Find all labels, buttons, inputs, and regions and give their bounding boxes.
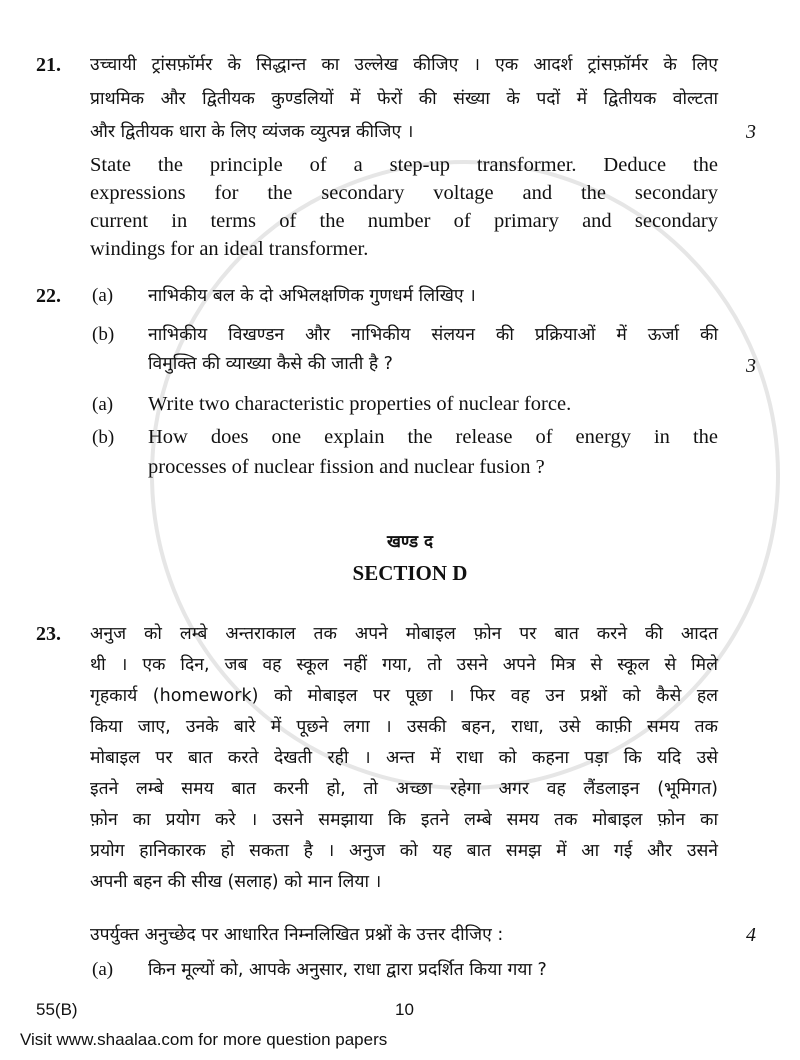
part-label: (a) [92, 285, 114, 306]
part-label: (b) [92, 324, 115, 345]
question-number: 21. [36, 54, 61, 76]
q21-hindi-line: उच्चायी ट्रांसफ़ॉर्मर के सिद्धान्त का उल्लेख कीजिए । एक आदर्श ट्रांसफ़ॉर्मर के लिए [90, 55, 718, 75]
q22-line: नाभिकीय विखण्डन और नाभिकीय संलयन की प्रक्रियाओं में ऊर्जा की [148, 325, 718, 345]
q22-line: processes of nuclear fission and nuclear fusion ? [148, 456, 545, 478]
marks: 3 [746, 121, 756, 143]
paper-code: 55(B) [36, 1000, 78, 1019]
q21-english-line: windings for an ideal transformer. [90, 238, 369, 260]
part-label: (a) [92, 959, 114, 980]
q23-line: थी । एक दिन, जब वह स्कूल नहीं गया, तो उसने अपने मित्र से स्कूल से मिले [90, 655, 718, 675]
q23-line: अनुज को लम्बे अन्तराकाल तक अपने मोबाइल फ़ोन पर बात करने की आदत [90, 624, 718, 644]
q22-line: Write two characteristic properties of nuclear force. [148, 393, 572, 415]
question-number: 22. [36, 285, 61, 307]
part-label: (a) [92, 394, 114, 415]
part-label: (b) [92, 427, 115, 448]
question-number: 23. [36, 623, 61, 645]
q23-line: किया जाए, उनके बारे में पूछने लगा । उसकी बहन, राधा, उसे काफ़ी समय तक [90, 717, 718, 737]
marks: 3 [746, 355, 756, 377]
q21-hindi-line: प्राथमिक और द्वितीयक कुण्डलियों में फेरों की संख्या के पदों में द्वितीयक वोल्टता [90, 89, 718, 109]
q23-line: फ़ोन का प्रयोग करे । उसने समझाया कि इतने लम्बे समय तक मोबाइल फ़ोन का [90, 810, 718, 830]
q23-instruction: उपर्युक्त अनुच्छेद पर आधारित निम्नलिखित प्रश्नों के उत्तर दीजिए : [90, 925, 504, 945]
q23-part-a: किन मूल्यों को, आपके अनुसार, राधा द्वारा प्रदर्शित किया गया ? [148, 960, 547, 980]
q23-line: प्रयोग हानिकारक हो सकता है । अनुज को यह बात समझ में आ गई और उसने [90, 841, 718, 861]
visit-link[interactable]: Visit www.shaalaa.com for more question papers [20, 1030, 388, 1049]
page-number: 10 [395, 1000, 414, 1019]
q23-line: मोबाइल पर बात करते देखती रही । अन्त में राधा को कहना पड़ा कि यदि उसे [90, 748, 718, 768]
q21-english-line: expressions for the secondary voltage and the secondary [90, 182, 718, 204]
q23-line: अपनी बहन की सीख (सलाह) को मान लिया । [90, 872, 382, 892]
q21-english-line: current in terms of the number of primary and secondary [90, 210, 718, 232]
q22-line: नाभिकीय बल के दो अभिलक्षणिक गुणधर्म लिखिए । [148, 286, 476, 306]
q21-english-line: State the principle of a step-up transformer. Deduce the [90, 154, 718, 176]
q22-line: How does one explain the release of energy in the [148, 426, 718, 448]
q23-line: गृहकार्य (homework) को मोबाइल पर पूछा । फिर वह उन प्रश्नों को कैसे हल [90, 686, 718, 706]
q23-line: इतने लम्बे समय बात करनी हो, तो अच्छा रहेगा अगर वह लैंडलाइन (भूमिगत) [90, 779, 718, 799]
section-english: SECTION D [352, 561, 468, 585]
q22-line: विमुक्ति की व्याख्या कैसे की जाती है ? [148, 354, 393, 374]
q21-hindi-line: और द्वितीयक धारा के लिए व्यंजक व्युत्पन्न कीजिए । [90, 122, 414, 142]
marks: 4 [746, 924, 756, 946]
section-hindi: खण्ड द [386, 532, 434, 552]
